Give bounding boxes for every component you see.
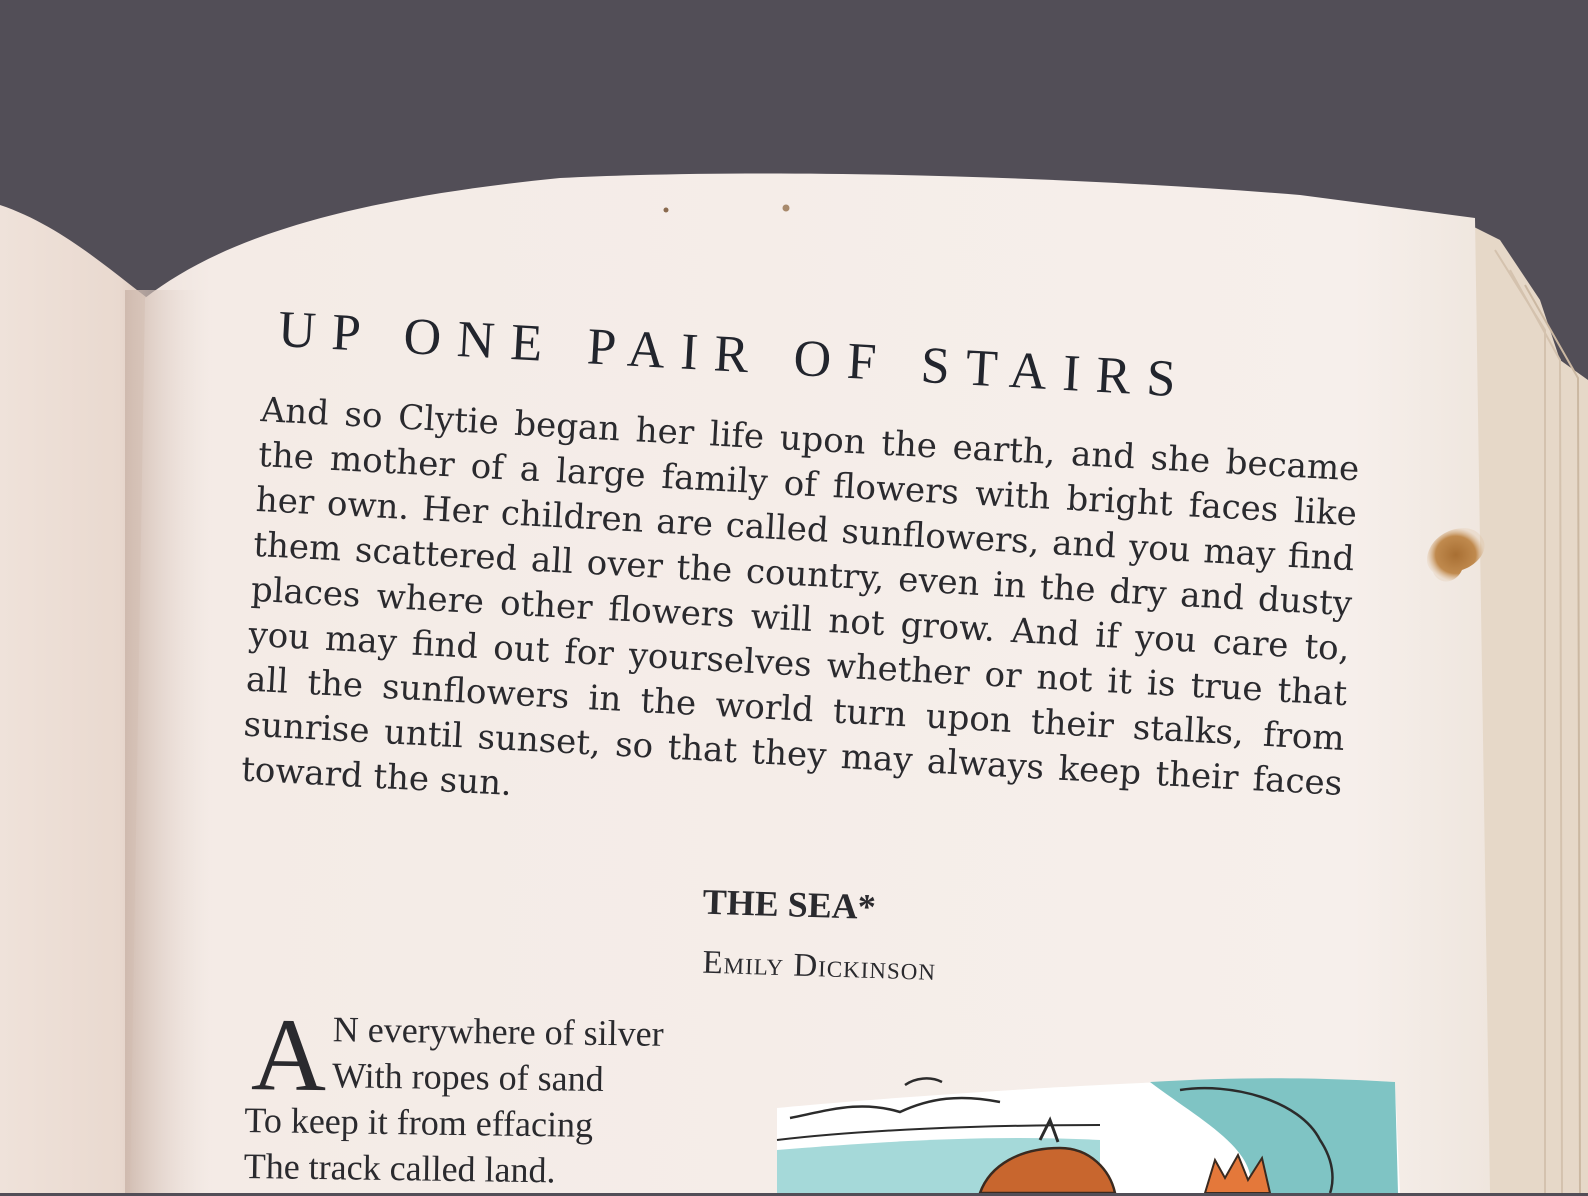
page-title: UP ONE PAIR OF STAIRS	[276, 300, 1194, 409]
poem-author: Emily Dickinson	[702, 944, 937, 988]
poem-line: To keep it from effacing	[244, 1099, 594, 1145]
poem-line: N everywhere of silver	[332, 1009, 664, 1054]
story-paragraph: And so Clytie began her life upon the earth, and she became the mother of a large family of flowers with bright faces like her own. Her children are called sunflowers, and you may find them scattered all over the country, even in the dry and dusty places where other flowers will not grow. And if you care to, you may find out for yourselves whether or not it is true that all the sunflowers in the world turn upon their stalks, from sunrise until sunset, so that they may always keep their faces toward the sun.	[240, 389, 1361, 805]
drop-cap: A	[250, 997, 328, 1114]
poem-line: The track called land.	[243, 1145, 556, 1191]
poem	[243, 997, 766, 1196]
poem-line: With ropes of sand	[331, 1055, 604, 1099]
poem-title: THE SEA*	[702, 881, 877, 928]
